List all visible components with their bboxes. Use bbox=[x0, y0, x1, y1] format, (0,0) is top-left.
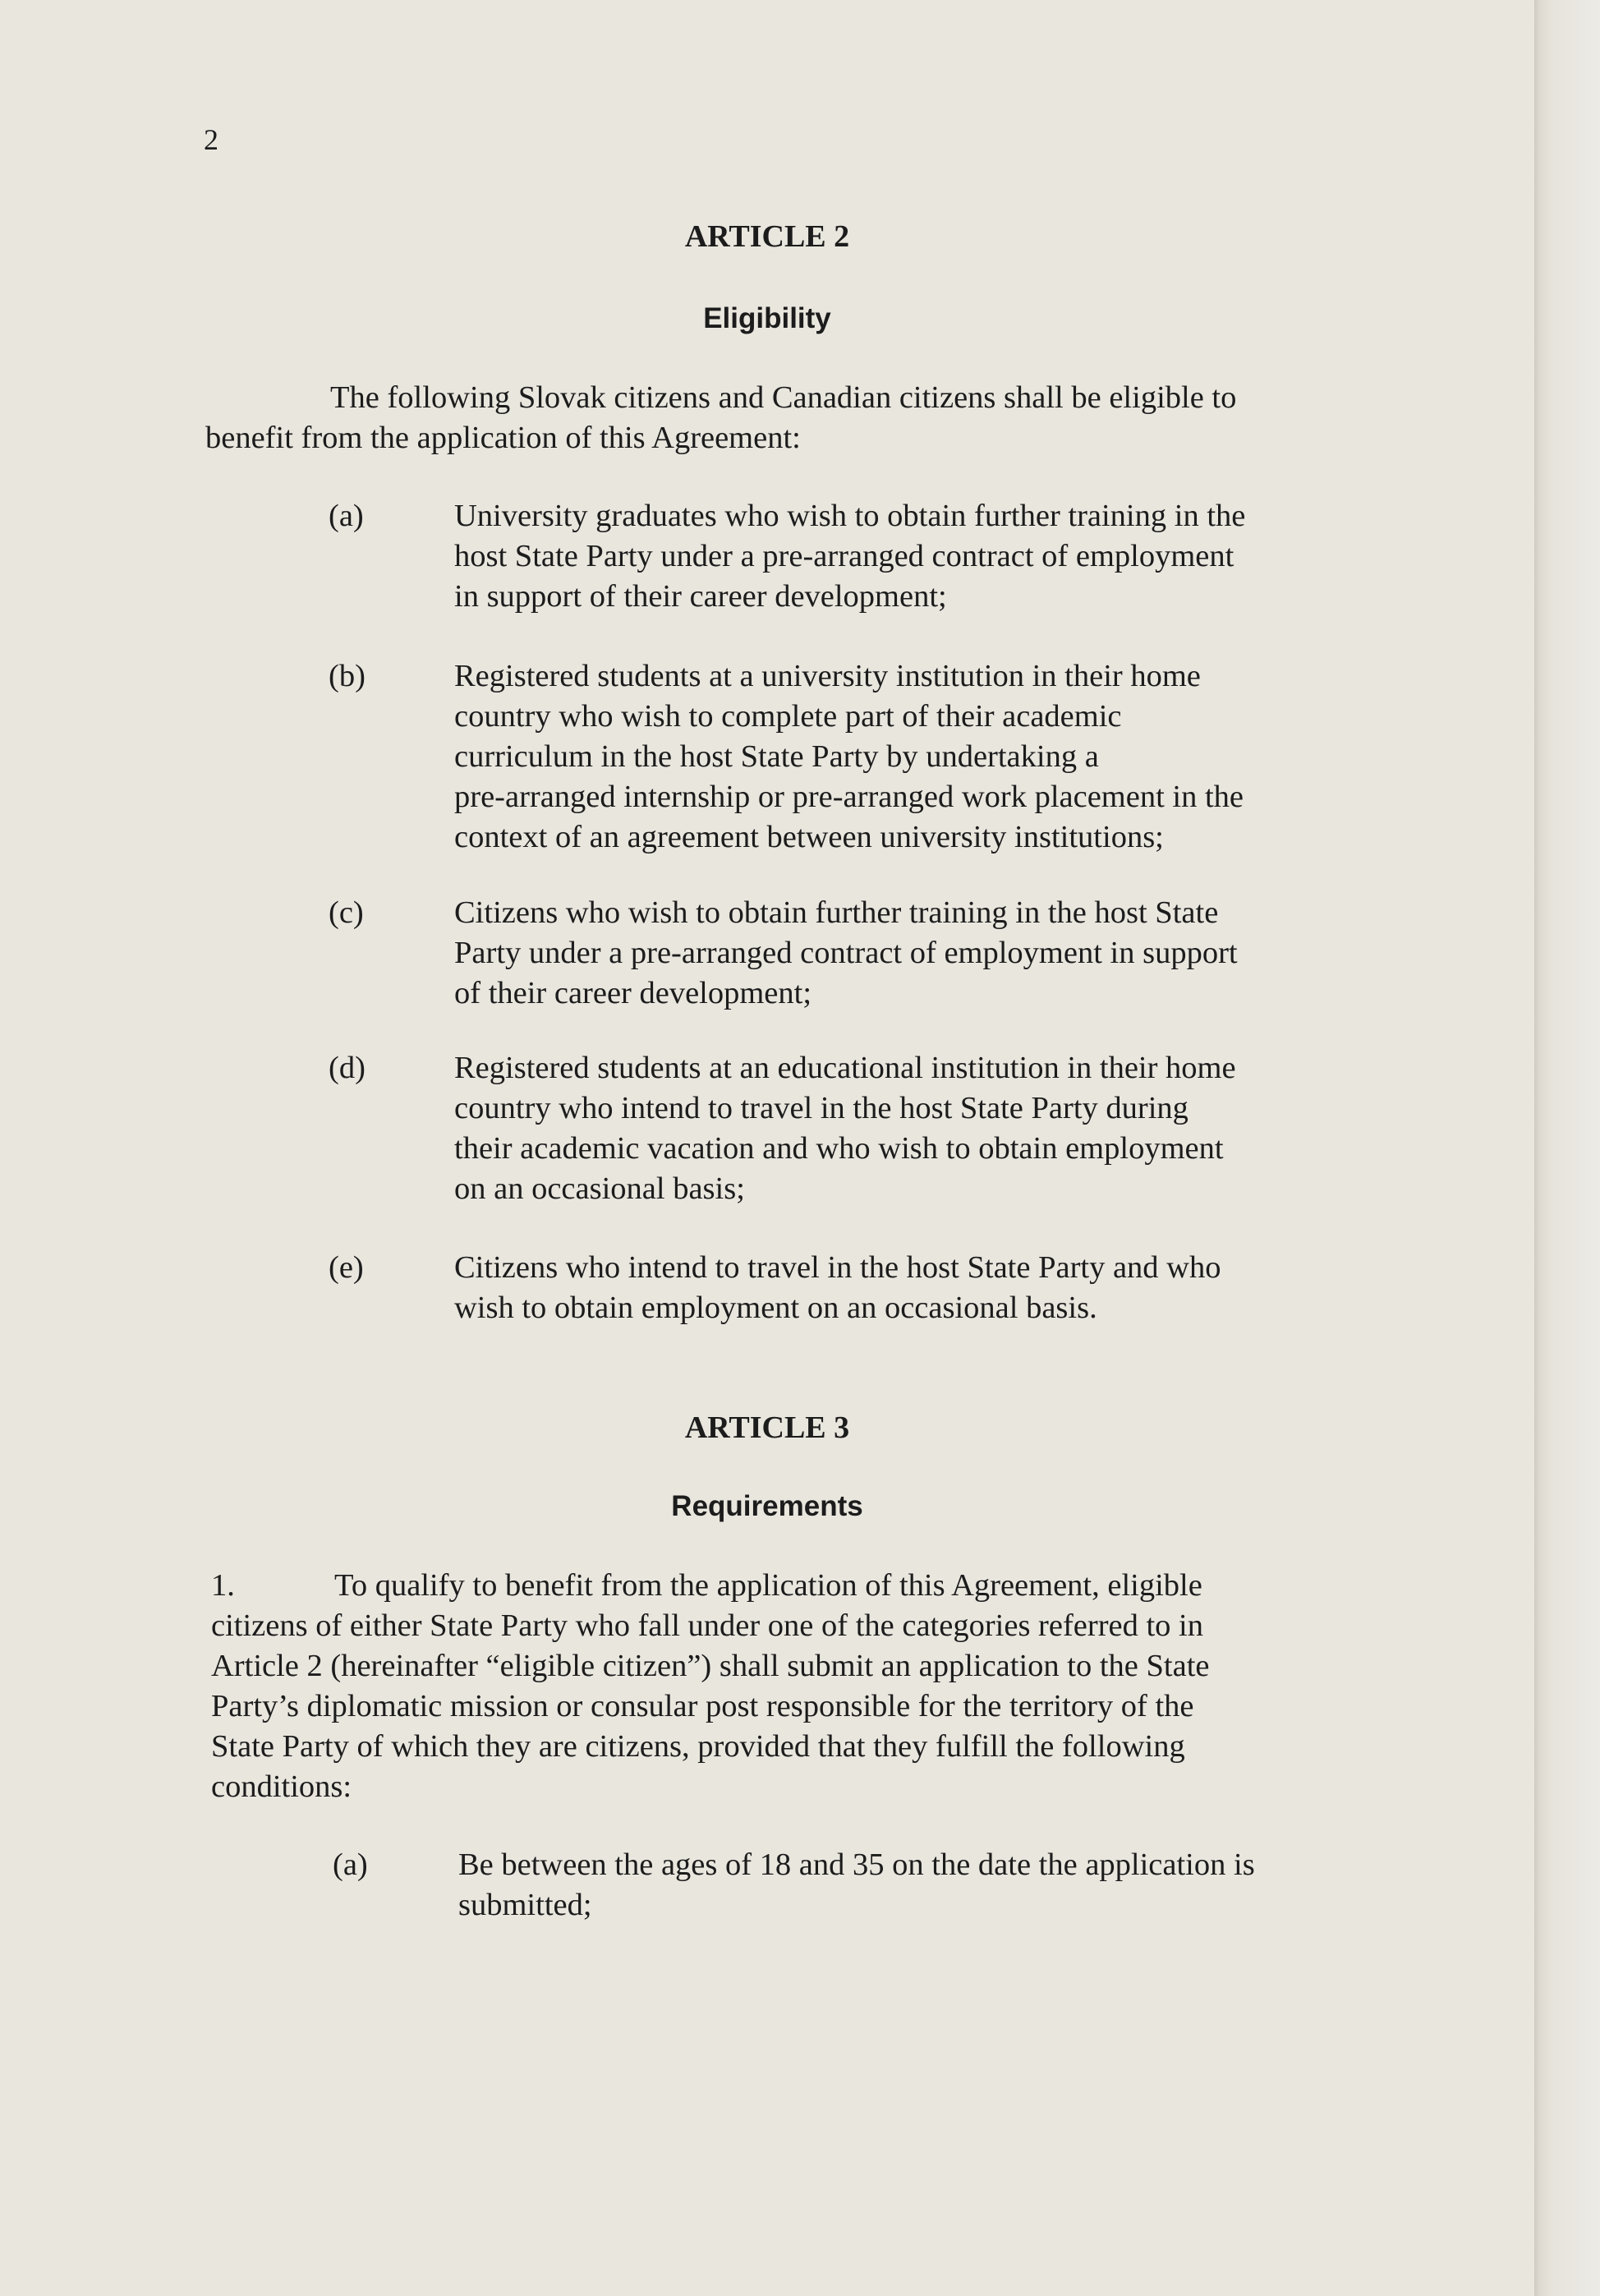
item-line: University graduates who wish to obtain further training in the bbox=[454, 499, 1246, 533]
article-3-subheading: Requirements bbox=[671, 1490, 863, 1522]
item-body bbox=[454, 496, 1374, 617]
item-line: Party under a pre-arranged contract of employment in support bbox=[454, 936, 1238, 970]
item-label: (a) bbox=[333, 1847, 368, 1882]
item-body bbox=[454, 1248, 1374, 1328]
paragraph-line: conditions: bbox=[211, 1769, 352, 1804]
item-label: (a) bbox=[329, 499, 364, 533]
item-label: (b) bbox=[329, 659, 366, 693]
paragraph-number: 1. bbox=[211, 1568, 235, 1603]
item-line: Citizens who intend to travel in the host State Party and who bbox=[454, 1250, 1221, 1285]
item-label: (c) bbox=[329, 895, 364, 930]
paragraph-line: Article 2 (hereinafter “eligible citizen”) shall submit an application to the State bbox=[211, 1649, 1210, 1683]
article-2-intro bbox=[205, 378, 1331, 458]
item-line: on an occasional basis; bbox=[454, 1171, 745, 1206]
item-body bbox=[454, 656, 1374, 858]
item-line: Citizens who wish to obtain further training in the host State bbox=[454, 895, 1219, 930]
requirements-paragraph-1 bbox=[211, 1566, 1361, 1807]
item-line: context of an agreement between university institutions; bbox=[454, 820, 1164, 854]
item-line: wish to obtain employment on an occasional basis. bbox=[454, 1291, 1097, 1325]
intro-line: benefit from the application of this Agreement: bbox=[205, 421, 801, 455]
item-line: Be between the ages of 18 and 35 on the date the application is bbox=[458, 1847, 1255, 1882]
item-line: country who wish to complete part of their academic bbox=[454, 699, 1122, 734]
item-label: (e) bbox=[329, 1250, 364, 1285]
item-line: Registered students at an educational institution in their home bbox=[454, 1051, 1236, 1085]
item-line: host State Party under a pre-arranged contract of employment bbox=[454, 539, 1234, 573]
paragraph-line: citizens of either State Party who fall under one of the categories referred to in bbox=[211, 1608, 1203, 1643]
item-line: of their career development; bbox=[454, 976, 812, 1010]
article-2-heading: ARTICLE 2 bbox=[684, 219, 850, 254]
item-line: submitted; bbox=[458, 1888, 592, 1922]
item-label: (d) bbox=[329, 1051, 366, 1085]
item-line: their academic vacation and who wish to obtain employment bbox=[454, 1131, 1224, 1166]
item-line: curriculum in the host State Party by undertaking a bbox=[454, 739, 1099, 774]
page-edge-shadow bbox=[1534, 0, 1600, 2296]
page-number: 2 bbox=[204, 123, 218, 156]
article-2-subheading: Eligibility bbox=[703, 302, 831, 334]
intro-line: The following Slovak citizens and Canadian citizens shall be eligible to bbox=[330, 380, 1237, 415]
item-body bbox=[454, 1048, 1374, 1209]
paragraph-line: State Party of which they are citizens, provided that they fulfill the following bbox=[211, 1729, 1185, 1764]
paragraph-line: Party’s diplomatic mission or consular post responsible for the territory of the bbox=[211, 1689, 1194, 1723]
item-body bbox=[458, 1845, 1378, 1926]
item-line: in support of their career development; bbox=[454, 579, 947, 614]
item-line: pre-arranged internship or pre-arranged work placement in the bbox=[454, 780, 1244, 814]
item-line: Registered students at a university institution in their home bbox=[454, 659, 1201, 693]
article-3-heading: ARTICLE 3 bbox=[684, 1410, 850, 1445]
paragraph-line: To qualify to benefit from the application of this Agreement, eligible bbox=[334, 1568, 1202, 1603]
item-line: country who intend to travel in the host State Party during bbox=[454, 1091, 1189, 1125]
item-body bbox=[454, 893, 1374, 1014]
